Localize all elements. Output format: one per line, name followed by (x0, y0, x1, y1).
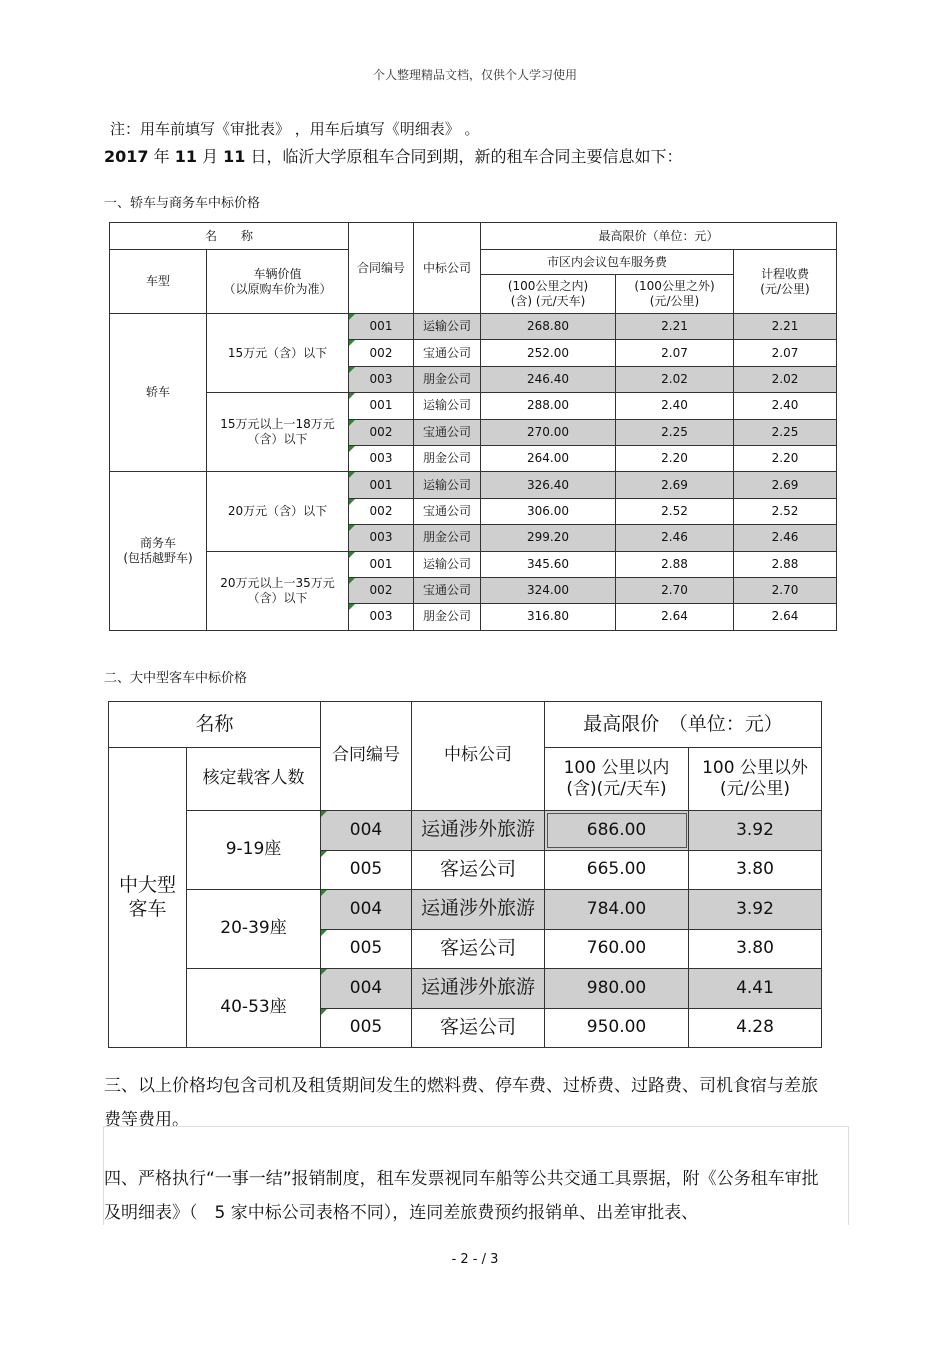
contract-code-cell: 002 (349, 419, 414, 445)
table-row (110, 472, 837, 498)
t1-header-within: (100公里之内) (含) (元/天车) (481, 275, 616, 314)
t2-header-beyond: 100 公里以外 (元/公里) (689, 748, 822, 811)
company-cell: 朋金公司 (414, 445, 481, 471)
section2-title: 二、大中型客车中标价格 (104, 671, 248, 686)
beyond-100km-price-cell: 3.92 (689, 811, 822, 851)
beyond-100km-price-cell: 2.46 (616, 525, 734, 551)
t1-header-company: 中标公司 (414, 223, 481, 314)
section1-title: 一、轿车与商务车中标价格 (104, 196, 261, 211)
intro-year: 2017 (104, 147, 149, 166)
within-100km-price-cell: 264.00 (481, 445, 616, 471)
within-100km-price-cell: 665.00 (545, 850, 689, 890)
contract-code-cell: 002 (349, 577, 414, 603)
table-row (110, 314, 837, 340)
contract-code-cell: 002 (349, 498, 414, 524)
contract-code-cell: 003 (349, 525, 414, 551)
company-cell: 朋金公司 (414, 525, 481, 551)
beyond-100km-price-cell: 2.21 (616, 314, 734, 340)
beyond-100km-price-cell: 2.69 (616, 472, 734, 498)
t2-type-cell: 中大型 客车 (109, 748, 187, 1048)
company-cell: 运输公司 (414, 472, 481, 498)
company-cell: 运输公司 (414, 393, 481, 419)
table-row (109, 890, 822, 930)
within-100km-price-cell: 345.60 (481, 551, 616, 577)
beyond-100km-price-cell: 4.41 (689, 969, 822, 1009)
t1-header-maxprice: 最高限价（单位：元） (481, 223, 837, 250)
company-cell: 宝通公司 (414, 340, 481, 366)
company-cell: 朋金公司 (414, 366, 481, 392)
contract-code-cell: 003 (349, 445, 414, 471)
beyond-100km-price-cell: 3.80 (689, 929, 822, 969)
contract-code-cell: 003 (349, 366, 414, 392)
t2-header-seats: 核定载客人数 (187, 748, 321, 811)
intro-month: 11 (174, 147, 197, 166)
usage-note: 注：用车前填写《审批表》 ，用车后填写《明细表》 。 (110, 120, 480, 138)
table-row (109, 969, 822, 1009)
beyond-100km-price-cell: 3.80 (689, 850, 822, 890)
mileage-price-cell: 2.46 (734, 525, 837, 551)
company-cell: 朋金公司 (414, 604, 481, 630)
beyond-100km-price-cell: 2.02 (616, 366, 734, 392)
within-100km-price-cell: 268.80 (481, 314, 616, 340)
t2-header-company: 中标公司 (412, 702, 545, 811)
beyond-100km-price-cell: 2.07 (616, 340, 734, 366)
beyond-100km-price-cell: 4.28 (689, 1008, 822, 1048)
beyond-100km-price-cell: 2.52 (616, 498, 734, 524)
beyond-100km-price-cell: 2.25 (616, 419, 734, 445)
t2-header-name: 名称 (109, 702, 321, 748)
company-cell: 运通涉外旅游 (412, 890, 545, 930)
t1-header-type: 车型 (110, 250, 207, 314)
t1-header-beyond: (100公里之外) (元/公里) (616, 275, 734, 314)
contract-code-cell: 002 (349, 340, 414, 366)
mileage-price-cell: 2.21 (734, 314, 837, 340)
within-100km-price-cell: 252.00 (481, 340, 616, 366)
table-row (109, 811, 822, 851)
table-row (110, 551, 837, 577)
within-100km-price-cell: 784.00 (545, 890, 689, 930)
bus-price-table (108, 701, 822, 1048)
within-100km-price-cell: 686.00 (545, 811, 689, 851)
seat-range-cell: 40-53座 (187, 969, 321, 1048)
car-price-table (109, 222, 837, 631)
vehicle-value-cell: 20万元（含）以下 (207, 472, 349, 551)
intro-line (104, 144, 683, 167)
t2-header-contract: 合同编号 (321, 702, 412, 811)
company-cell: 运输公司 (414, 551, 481, 577)
vehicle-value-cell: 15万元（含）以下 (207, 314, 349, 393)
company-cell: 客运公司 (412, 929, 545, 969)
t2-header-maxprice: 最高限价 （单位：元） (545, 702, 822, 748)
vehicle-value-cell: 20万元以上一35万元 （含）以下 (207, 551, 349, 630)
contract-code-cell: 003 (349, 604, 414, 630)
within-100km-price-cell: 288.00 (481, 393, 616, 419)
mileage-price-cell: 2.64 (734, 604, 837, 630)
beyond-100km-price-cell: 3.92 (689, 890, 822, 930)
mileage-price-cell: 2.52 (734, 498, 837, 524)
contract-code-cell: 004 (321, 969, 412, 1009)
mileage-price-cell: 2.88 (734, 551, 837, 577)
company-cell: 客运公司 (412, 1008, 545, 1048)
mileage-price-cell: 2.70 (734, 577, 837, 603)
company-cell: 运输公司 (414, 314, 481, 340)
within-100km-price-cell: 316.80 (481, 604, 616, 630)
intro-rest: 日，临沂大学原租车合同到期，新的租车合同主要信息如下： (245, 147, 683, 166)
seat-range-cell: 9-19座 (187, 811, 321, 890)
t1-header-mileage: 计程收费 (元/公里) (734, 250, 837, 314)
within-100km-price-cell: 980.00 (545, 969, 689, 1009)
beyond-100km-price-cell: 2.20 (616, 445, 734, 471)
within-100km-price-cell: 326.40 (481, 472, 616, 498)
contract-code-cell: 001 (349, 393, 414, 419)
contract-code-cell: 001 (349, 551, 414, 577)
beyond-100km-price-cell: 2.70 (616, 577, 734, 603)
within-100km-price-cell: 324.00 (481, 577, 616, 603)
company-cell: 运通涉外旅游 (412, 969, 545, 1009)
paragraph-4: 四、严格执行“一事一结”报销制度，租车发票视同车船等公共交通工具票据，附《公务租车审批及明细表》（ 5 家中标公司表格不同），连同差旅费预约报销单、出差审批表、 (104, 1169, 819, 1223)
vehicle-type-cell: 轿车 (110, 314, 207, 472)
t1-header-meeting: 市区内会议包车服务费 (481, 250, 734, 275)
intro-year-unit: 年 (148, 147, 175, 166)
beyond-100km-price-cell: 2.64 (616, 604, 734, 630)
mileage-price-cell: 2.40 (734, 393, 837, 419)
page-number: - 2 - / 3 (451, 1252, 499, 1267)
contract-code-cell: 001 (349, 472, 414, 498)
contract-code-cell: 001 (349, 314, 414, 340)
t1-header-contract: 合同编号 (349, 223, 414, 314)
t2-header-within: 100 公里以内 (含)(元/天车) (545, 748, 689, 811)
paragraph-3: 三、以上价格均包含司机及租赁期间发生的燃料费、停车费、过桥费、过路费、司机食宿与差旅费等费用。 (104, 1076, 818, 1130)
vehicle-type-cell: 商务车 (包括越野车) (110, 472, 207, 630)
contract-code-cell: 004 (321, 811, 412, 851)
within-100km-price-cell: 950.00 (545, 1008, 689, 1048)
contract-code-cell: 005 (321, 1008, 412, 1048)
vehicle-value-cell: 15万元以上一18万元 （含）以下 (207, 393, 349, 472)
within-100km-price-cell: 299.20 (481, 525, 616, 551)
company-cell: 宝通公司 (414, 419, 481, 445)
table-row (110, 393, 837, 419)
contract-code-cell: 004 (321, 890, 412, 930)
contract-code-cell: 005 (321, 929, 412, 969)
intro-month-unit: 月 (196, 147, 224, 166)
mileage-price-cell: 2.02 (734, 366, 837, 392)
seat-range-cell: 20-39座 (187, 890, 321, 969)
within-100km-price-cell: 306.00 (481, 498, 616, 524)
mileage-price-cell: 2.25 (734, 419, 837, 445)
company-cell: 运通涉外旅游 (412, 811, 545, 851)
mileage-price-cell: 2.69 (734, 472, 837, 498)
within-100km-price-cell: 760.00 (545, 929, 689, 969)
within-100km-price-cell: 270.00 (481, 419, 616, 445)
beyond-100km-price-cell: 2.88 (616, 551, 734, 577)
within-100km-price-cell: 246.40 (481, 366, 616, 392)
contract-code-cell: 005 (321, 850, 412, 890)
company-cell: 宝通公司 (414, 577, 481, 603)
t1-header-name: 名 称 (110, 223, 349, 250)
mileage-price-cell: 2.07 (734, 340, 837, 366)
intro-day: 11 (223, 147, 246, 166)
t1-header-value: 车辆价值 （以原购车价为准） (207, 250, 349, 314)
beyond-100km-price-cell: 2.40 (616, 393, 734, 419)
company-cell: 客运公司 (412, 850, 545, 890)
page-header: 个人整理精品文档，仅供个人学习使用 (372, 68, 577, 82)
mileage-price-cell: 2.20 (734, 445, 837, 471)
company-cell: 宝通公司 (414, 498, 481, 524)
